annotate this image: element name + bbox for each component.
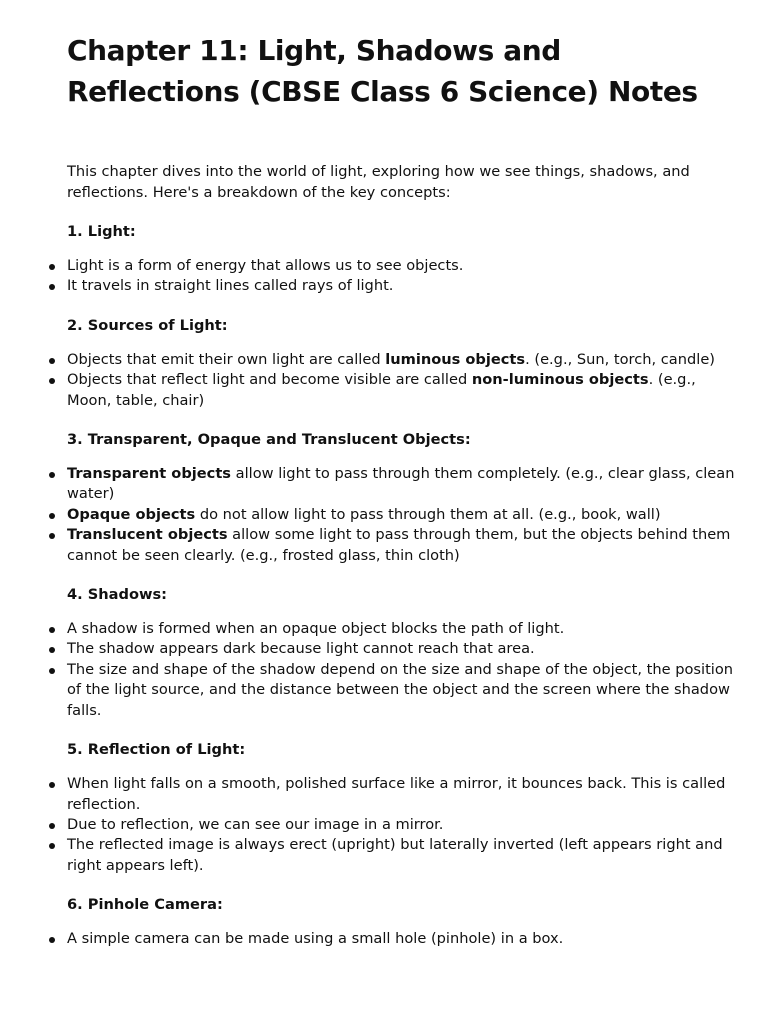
- intro-paragraph: This chapter dives into the world of light, exploring how we see things, shadows, and reflections. Here's a breakdown of the key concepts:: [67, 163, 690, 201]
- section-heading: 5. Reflection of Light:: [67, 741, 246, 759]
- bold-term: luminous objects: [385, 350, 526, 368]
- list-item: The reflected image is always erect (upright) but laterally inverted (left appears right and right appears left).: [67, 835, 735, 876]
- bullet-list: [67, 929, 735, 949]
- bullet-list: [67, 350, 735, 411]
- section-pinhole-camera: [67, 894, 735, 949]
- list-item: Light is a form of energy that allows us to see objects.: [67, 256, 735, 276]
- section-reflection: [67, 739, 735, 876]
- list-item: Translucent objects allow some light to pass through them, but the objects behind them cannot be seen clearly. (e.g., frosted glass, thin cloth): [67, 525, 735, 566]
- bold-term: Opaque objects: [67, 505, 196, 523]
- page-title: Chapter 11: Light, Shadows and Reflections (CBSE Class 6 Science) Notes: [67, 34, 698, 108]
- section-object-types: [67, 429, 735, 566]
- section-heading: 3. Transparent, Opaque and Translucent Objects:: [67, 431, 471, 449]
- list-item: Opaque objects do not allow light to pass through them at all. (e.g., book, wall): [67, 505, 735, 525]
- section-light: [67, 221, 735, 297]
- list-item: It travels in straight lines called rays of light.: [67, 276, 735, 296]
- bullet-list: [67, 774, 735, 876]
- list-item: When light falls on a smooth, polished surface like a mirror, it bounces back. This is called reflection.: [67, 774, 735, 815]
- section-heading: 6. Pinhole Camera:: [67, 896, 223, 914]
- bold-term: Transparent objects: [67, 465, 231, 483]
- list-item: The shadow appears dark because light cannot reach that area.: [67, 639, 735, 659]
- section-heading: 2. Sources of Light:: [67, 316, 228, 334]
- bullet-list: [67, 464, 735, 566]
- document-page: [67, 30, 735, 950]
- bold-term: Translucent objects: [67, 526, 228, 544]
- list-item: The size and shape of the shadow depend on the size and shape of the object, the position of the light source, and the distance between the object and the screen where the shadow falls.: [67, 660, 735, 721]
- bullet-list: [67, 256, 735, 297]
- section-sources-of-light: [67, 315, 735, 411]
- list-item: A simple camera can be made using a small hole (pinhole) in a box.: [67, 929, 735, 949]
- list-item: Objects that reflect light and become visible are called non-luminous objects. (e.g., Moon, table, chair): [67, 370, 735, 411]
- list-item: Transparent objects allow light to pass through them completely. (e.g., clear glass, clean water): [67, 464, 735, 505]
- bullet-list: [67, 619, 735, 721]
- list-item: Due to reflection, we can see our image in a mirror.: [67, 815, 735, 835]
- section-heading: 4. Shadows:: [67, 586, 168, 604]
- bold-term: non-luminous objects: [471, 371, 649, 389]
- list-item: A shadow is formed when an opaque object blocks the path of light.: [67, 619, 735, 639]
- section-heading: 1. Light:: [67, 223, 136, 240]
- section-shadows: [67, 584, 735, 721]
- list-item: Objects that emit their own light are called luminous objects. (e.g., Sun, torch, candle): [67, 350, 735, 370]
